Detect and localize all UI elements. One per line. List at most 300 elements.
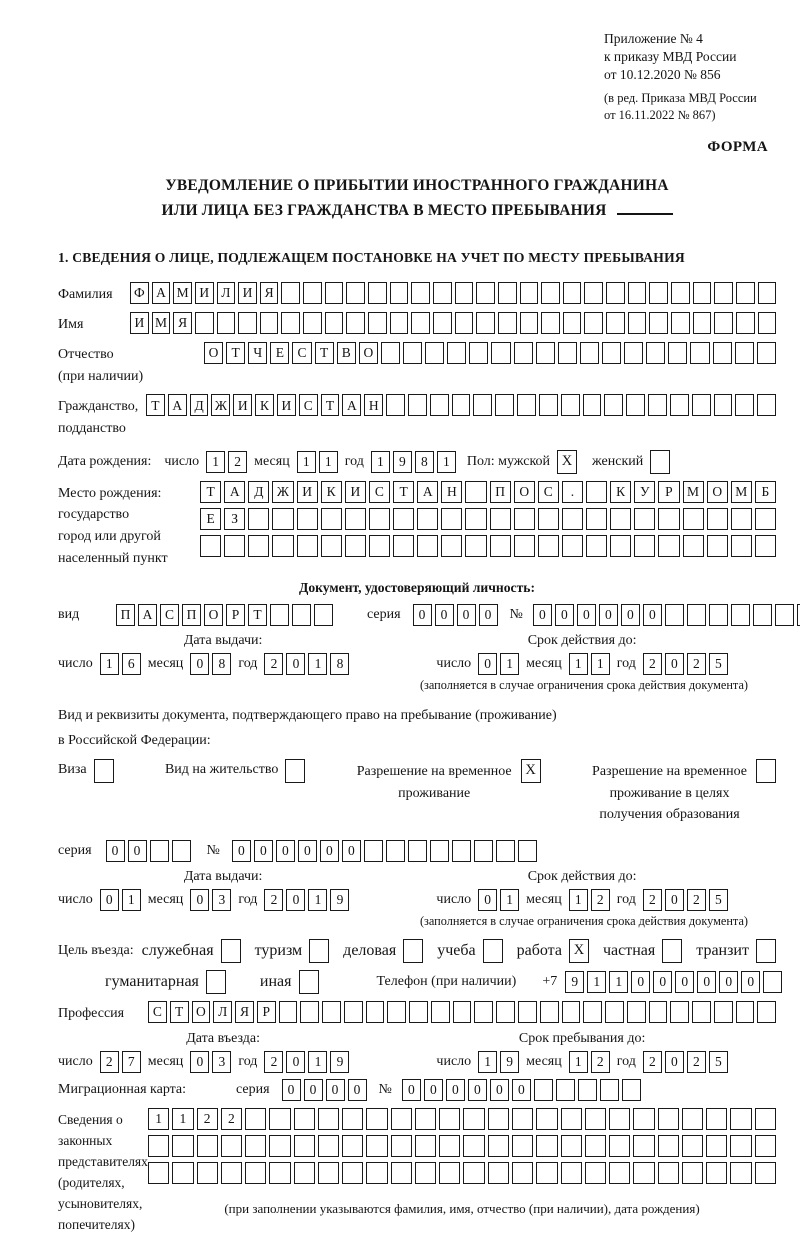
birth-place-input-line2[interactable] (200, 508, 776, 530)
stay-until-year-input[interactable] (643, 1051, 728, 1073)
char-cell[interactable] (514, 508, 535, 530)
char-cell[interactable] (622, 1079, 641, 1101)
char-cell[interactable] (366, 1135, 387, 1157)
char-cell[interactable] (496, 1001, 515, 1023)
char-cell[interactable]: Я (173, 312, 192, 334)
char-cell[interactable]: 0 (282, 1079, 301, 1101)
char-cell[interactable] (624, 342, 643, 364)
char-cell[interactable]: 0 (665, 1051, 684, 1073)
char-cell[interactable] (294, 1108, 315, 1130)
char-cell[interactable]: 0 (286, 653, 305, 675)
doc-issue-day-input[interactable] (100, 653, 141, 675)
temp-residence-checkbox[interactable]: X (521, 759, 541, 783)
char-cell[interactable] (279, 1001, 298, 1023)
char-cell[interactable]: Т (170, 1001, 189, 1023)
char-cell[interactable]: 0 (719, 971, 738, 993)
char-cell[interactable]: 2 (221, 1108, 242, 1130)
char-cell[interactable] (561, 1162, 582, 1184)
char-cell[interactable]: У (634, 481, 655, 503)
stay-until-month-input[interactable] (569, 1051, 610, 1073)
char-cell[interactable]: Р (257, 1001, 276, 1023)
representatives-input-line3[interactable] (148, 1162, 776, 1184)
char-cell[interactable] (441, 508, 462, 530)
char-cell[interactable] (730, 1108, 751, 1130)
char-cell[interactable]: 0 (304, 1079, 323, 1101)
char-cell[interactable] (707, 508, 728, 530)
char-cell[interactable]: И (195, 282, 214, 304)
char-cell[interactable] (269, 1162, 290, 1184)
char-cell[interactable] (600, 1079, 619, 1101)
char-cell[interactable]: 1 (569, 889, 588, 911)
char-cell[interactable]: О (204, 342, 223, 364)
char-cell[interactable]: 2 (228, 451, 247, 473)
char-cell[interactable]: П (182, 604, 201, 626)
char-cell[interactable]: М (683, 481, 704, 503)
char-cell[interactable] (736, 282, 755, 304)
char-cell[interactable] (369, 535, 390, 557)
char-cell[interactable] (245, 1108, 266, 1130)
char-cell[interactable] (318, 1135, 339, 1157)
char-cell[interactable] (366, 1001, 385, 1023)
char-cell[interactable] (514, 342, 533, 364)
char-cell[interactable]: Р (226, 604, 245, 626)
char-cell[interactable]: 0 (326, 1079, 345, 1101)
char-cell[interactable]: 0 (348, 1079, 367, 1101)
char-cell[interactable] (342, 1108, 363, 1130)
char-cell[interactable]: Т (248, 604, 267, 626)
option-checkbox[interactable] (299, 970, 319, 994)
char-cell[interactable] (561, 1108, 582, 1130)
char-cell[interactable] (364, 840, 383, 862)
representatives-input-line2[interactable] (148, 1135, 776, 1157)
char-cell[interactable]: М (731, 481, 752, 503)
char-cell[interactable] (390, 312, 409, 334)
char-cell[interactable] (520, 282, 539, 304)
profession-input[interactable] (148, 1001, 776, 1023)
char-cell[interactable]: Л (213, 1001, 232, 1023)
char-cell[interactable] (628, 282, 647, 304)
char-cell[interactable] (409, 1001, 428, 1023)
given-name-input[interactable] (130, 312, 776, 334)
gender-female-checkbox[interactable] (650, 450, 670, 474)
char-cell[interactable] (245, 1135, 266, 1157)
option-checkbox[interactable] (309, 939, 329, 963)
char-cell[interactable] (585, 1162, 606, 1184)
char-cell[interactable] (758, 282, 777, 304)
char-cell[interactable]: С (292, 342, 311, 364)
char-cell[interactable]: 1 (100, 653, 119, 675)
char-cell[interactable] (197, 1135, 218, 1157)
char-cell[interactable] (300, 1001, 319, 1023)
char-cell[interactable]: П (116, 604, 135, 626)
char-cell[interactable] (604, 394, 623, 416)
char-cell[interactable]: . (562, 481, 583, 503)
char-cell[interactable] (562, 535, 583, 557)
char-cell[interactable] (736, 1001, 755, 1023)
migration-number-input[interactable] (402, 1079, 641, 1101)
char-cell[interactable] (536, 342, 555, 364)
char-cell[interactable]: 0 (555, 604, 574, 626)
char-cell[interactable]: Е (270, 342, 289, 364)
char-cell[interactable] (585, 1135, 606, 1157)
temp-residence-edu-checkbox[interactable] (756, 759, 776, 783)
birth-day-input[interactable] (206, 451, 247, 473)
char-cell[interactable]: 0 (276, 840, 295, 862)
char-cell[interactable] (606, 312, 625, 334)
char-cell[interactable] (172, 840, 191, 862)
char-cell[interactable]: 0 (298, 840, 317, 862)
char-cell[interactable]: 0 (653, 971, 672, 993)
char-cell[interactable] (368, 312, 387, 334)
char-cell[interactable] (381, 342, 400, 364)
char-cell[interactable] (583, 1001, 602, 1023)
char-cell[interactable]: 9 (330, 1051, 349, 1073)
char-cell[interactable]: 1 (122, 889, 141, 911)
char-cell[interactable]: П (490, 481, 511, 503)
char-cell[interactable]: С (369, 481, 390, 503)
char-cell[interactable]: 0 (100, 889, 119, 911)
char-cell[interactable] (658, 1135, 679, 1157)
char-cell[interactable]: 0 (342, 840, 361, 862)
char-cell[interactable]: 0 (599, 604, 618, 626)
char-cell[interactable]: 2 (264, 889, 283, 911)
char-cell[interactable] (387, 1001, 406, 1023)
char-cell[interactable]: 2 (643, 653, 662, 675)
char-cell[interactable] (476, 282, 495, 304)
char-cell[interactable] (366, 1162, 387, 1184)
char-cell[interactable] (709, 604, 728, 626)
char-cell[interactable] (260, 312, 279, 334)
char-cell[interactable] (658, 1108, 679, 1130)
char-cell[interactable]: 9 (500, 1051, 519, 1073)
doc-type-input[interactable] (116, 604, 333, 626)
char-cell[interactable] (269, 1135, 290, 1157)
char-cell[interactable]: Ф (130, 282, 149, 304)
char-cell[interactable] (536, 1135, 557, 1157)
char-cell[interactable]: 2 (687, 1051, 706, 1073)
char-cell[interactable] (755, 1135, 776, 1157)
char-cell[interactable] (272, 508, 293, 530)
char-cell[interactable] (439, 1108, 460, 1130)
char-cell[interactable]: Я (260, 282, 279, 304)
char-cell[interactable] (586, 481, 607, 503)
char-cell[interactable] (297, 508, 318, 530)
char-cell[interactable]: Р (658, 481, 679, 503)
char-cell[interactable]: 0 (435, 604, 454, 626)
char-cell[interactable] (342, 1135, 363, 1157)
char-cell[interactable] (609, 1135, 630, 1157)
residence-permit-checkbox[interactable] (285, 759, 305, 783)
char-cell[interactable] (455, 312, 474, 334)
surname-input[interactable] (130, 282, 776, 304)
char-cell[interactable] (415, 1135, 436, 1157)
char-cell[interactable] (463, 1162, 484, 1184)
char-cell[interactable]: 1 (297, 451, 316, 473)
char-cell[interactable]: 0 (478, 889, 497, 911)
char-cell[interactable] (408, 394, 427, 416)
stay-expiry-year-input[interactable] (643, 889, 728, 911)
char-cell[interactable] (325, 312, 344, 334)
char-cell[interactable]: 0 (621, 604, 640, 626)
option-checkbox[interactable] (206, 970, 226, 994)
char-cell[interactable] (658, 508, 679, 530)
patronymic-input[interactable] (204, 342, 776, 364)
char-cell[interactable]: 9 (565, 971, 584, 993)
option-checkbox[interactable]: X (569, 939, 589, 963)
char-cell[interactable]: 0 (665, 889, 684, 911)
char-cell[interactable] (671, 312, 690, 334)
char-cell[interactable]: 0 (254, 840, 273, 862)
char-cell[interactable] (366, 1108, 387, 1130)
char-cell[interactable] (665, 604, 684, 626)
char-cell[interactable]: К (321, 481, 342, 503)
char-cell[interactable] (294, 1135, 315, 1157)
char-cell[interactable]: 2 (591, 1051, 610, 1073)
char-cell[interactable] (245, 1162, 266, 1184)
char-cell[interactable]: 1 (371, 451, 390, 473)
char-cell[interactable]: 1 (148, 1108, 169, 1130)
char-cell[interactable] (540, 1001, 559, 1023)
char-cell[interactable]: 1 (308, 1051, 327, 1073)
char-cell[interactable] (403, 342, 422, 364)
char-cell[interactable]: 0 (190, 889, 209, 911)
char-cell[interactable]: 1 (172, 1108, 193, 1130)
char-cell[interactable]: 0 (675, 971, 694, 993)
char-cell[interactable] (670, 1001, 689, 1023)
char-cell[interactable] (322, 1001, 341, 1023)
char-cell[interactable] (346, 312, 365, 334)
char-cell[interactable] (172, 1135, 193, 1157)
char-cell[interactable] (200, 535, 221, 557)
char-cell[interactable] (714, 1001, 733, 1023)
char-cell[interactable]: А (152, 282, 171, 304)
char-cell[interactable]: С (160, 604, 179, 626)
char-cell[interactable] (536, 1162, 557, 1184)
char-cell[interactable]: Т (393, 481, 414, 503)
char-cell[interactable]: 3 (212, 1051, 231, 1073)
char-cell[interactable]: 2 (591, 889, 610, 911)
char-cell[interactable] (755, 508, 776, 530)
char-cell[interactable] (586, 535, 607, 557)
char-cell[interactable]: 9 (330, 889, 349, 911)
char-cell[interactable] (668, 342, 687, 364)
char-cell[interactable]: О (359, 342, 378, 364)
char-cell[interactable] (172, 1162, 193, 1184)
char-cell[interactable] (580, 342, 599, 364)
char-cell[interactable] (452, 840, 471, 862)
char-cell[interactable]: 0 (512, 1079, 531, 1101)
char-cell[interactable] (498, 312, 517, 334)
char-cell[interactable]: 2 (100, 1051, 119, 1073)
char-cell[interactable]: О (707, 481, 728, 503)
char-cell[interactable] (561, 1135, 582, 1157)
char-cell[interactable] (584, 312, 603, 334)
char-cell[interactable]: Т (321, 394, 340, 416)
char-cell[interactable] (495, 394, 514, 416)
char-cell[interactable] (303, 312, 322, 334)
char-cell[interactable]: 0 (402, 1079, 421, 1101)
char-cell[interactable] (369, 508, 390, 530)
char-cell[interactable] (714, 282, 733, 304)
doc-expiry-month-input[interactable] (569, 653, 610, 675)
citizenship-input[interactable] (146, 394, 776, 416)
migration-series-input[interactable] (282, 1079, 367, 1101)
char-cell[interactable] (217, 312, 236, 334)
char-cell[interactable]: Д (190, 394, 209, 416)
char-cell[interactable] (269, 1108, 290, 1130)
stay-number-input[interactable] (232, 840, 537, 862)
char-cell[interactable] (433, 312, 452, 334)
char-cell[interactable] (221, 1135, 242, 1157)
char-cell[interactable] (730, 1135, 751, 1157)
stay-expiry-month-input[interactable] (569, 889, 610, 911)
char-cell[interactable]: 1 (308, 889, 327, 911)
char-cell[interactable] (488, 1108, 509, 1130)
char-cell[interactable] (634, 508, 655, 530)
char-cell[interactable] (757, 342, 776, 364)
char-cell[interactable] (518, 1001, 537, 1023)
birth-month-input[interactable] (297, 451, 338, 473)
char-cell[interactable] (431, 1001, 450, 1023)
char-cell[interactable] (453, 1001, 472, 1023)
option-checkbox[interactable] (662, 939, 682, 963)
char-cell[interactable] (345, 535, 366, 557)
char-cell[interactable]: Н (441, 481, 462, 503)
char-cell[interactable]: 1 (587, 971, 606, 993)
char-cell[interactable] (763, 971, 782, 993)
char-cell[interactable] (297, 535, 318, 557)
doc-expiry-day-input[interactable] (478, 653, 519, 675)
char-cell[interactable]: 6 (122, 653, 141, 675)
char-cell[interactable] (561, 394, 580, 416)
char-cell[interactable] (585, 1108, 606, 1130)
char-cell[interactable] (238, 312, 257, 334)
char-cell[interactable]: 0 (479, 604, 498, 626)
char-cell[interactable] (325, 282, 344, 304)
char-cell[interactable] (518, 840, 537, 862)
char-cell[interactable] (707, 535, 728, 557)
char-cell[interactable] (474, 1001, 493, 1023)
char-cell[interactable]: 1 (569, 653, 588, 675)
char-cell[interactable] (393, 508, 414, 530)
char-cell[interactable] (490, 535, 511, 557)
char-cell[interactable] (627, 1001, 646, 1023)
char-cell[interactable] (646, 342, 665, 364)
char-cell[interactable]: 0 (643, 604, 662, 626)
char-cell[interactable]: 0 (533, 604, 552, 626)
char-cell[interactable]: 5 (709, 889, 728, 911)
char-cell[interactable] (488, 1135, 509, 1157)
char-cell[interactable] (221, 1162, 242, 1184)
char-cell[interactable] (488, 1162, 509, 1184)
char-cell[interactable]: 0 (478, 653, 497, 675)
char-cell[interactable]: 1 (569, 1051, 588, 1073)
char-cell[interactable] (321, 508, 342, 530)
char-cell[interactable]: 0 (631, 971, 650, 993)
char-cell[interactable] (714, 394, 733, 416)
char-cell[interactable] (610, 508, 631, 530)
char-cell[interactable] (150, 840, 169, 862)
char-cell[interactable]: К (255, 394, 274, 416)
char-cell[interactable] (411, 312, 430, 334)
char-cell[interactable]: Я (235, 1001, 254, 1023)
char-cell[interactable] (634, 535, 655, 557)
char-cell[interactable] (556, 1079, 575, 1101)
char-cell[interactable]: 2 (264, 653, 283, 675)
doc-number-input[interactable] (533, 604, 800, 626)
char-cell[interactable] (649, 282, 668, 304)
char-cell[interactable] (386, 394, 405, 416)
char-cell[interactable]: И (130, 312, 149, 334)
char-cell[interactable]: 1 (500, 653, 519, 675)
char-cell[interactable] (391, 1162, 412, 1184)
char-cell[interactable]: О (192, 1001, 211, 1023)
char-cell[interactable] (730, 1162, 751, 1184)
char-cell[interactable] (649, 1001, 668, 1023)
char-cell[interactable]: С (148, 1001, 167, 1023)
char-cell[interactable] (318, 1108, 339, 1130)
char-cell[interactable] (693, 312, 712, 334)
char-cell[interactable]: 1 (437, 451, 456, 473)
char-cell[interactable] (197, 1162, 218, 1184)
char-cell[interactable] (731, 508, 752, 530)
char-cell[interactable] (520, 312, 539, 334)
char-cell[interactable] (248, 508, 269, 530)
char-cell[interactable] (758, 312, 777, 334)
char-cell[interactable] (706, 1162, 727, 1184)
char-cell[interactable] (605, 1001, 624, 1023)
char-cell[interactable] (417, 535, 438, 557)
char-cell[interactable] (649, 312, 668, 334)
char-cell[interactable] (390, 282, 409, 304)
char-cell[interactable] (731, 535, 752, 557)
char-cell[interactable]: 2 (264, 1051, 283, 1073)
char-cell[interactable] (658, 535, 679, 557)
char-cell[interactable] (692, 394, 711, 416)
char-cell[interactable] (713, 342, 732, 364)
char-cell[interactable] (346, 282, 365, 304)
char-cell[interactable]: К (610, 481, 631, 503)
char-cell[interactable] (469, 342, 488, 364)
char-cell[interactable]: Ж (272, 481, 293, 503)
char-cell[interactable]: 0 (106, 840, 125, 862)
char-cell[interactable] (693, 282, 712, 304)
char-cell[interactable] (490, 508, 511, 530)
char-cell[interactable] (270, 604, 289, 626)
char-cell[interactable] (281, 282, 300, 304)
char-cell[interactable] (465, 481, 486, 503)
char-cell[interactable] (714, 312, 733, 334)
char-cell[interactable]: 7 (122, 1051, 141, 1073)
char-cell[interactable] (303, 282, 322, 304)
char-cell[interactable] (606, 282, 625, 304)
char-cell[interactable] (195, 312, 214, 334)
char-cell[interactable]: О (204, 604, 223, 626)
char-cell[interactable] (474, 840, 493, 862)
char-cell[interactable] (465, 535, 486, 557)
char-cell[interactable] (447, 342, 466, 364)
char-cell[interactable]: 5 (709, 1051, 728, 1073)
char-cell[interactable] (757, 1001, 776, 1023)
char-cell[interactable] (491, 342, 510, 364)
char-cell[interactable]: 0 (741, 971, 760, 993)
char-cell[interactable] (658, 1162, 679, 1184)
char-cell[interactable] (417, 508, 438, 530)
char-cell[interactable] (578, 1079, 597, 1101)
char-cell[interactable] (610, 535, 631, 557)
char-cell[interactable] (584, 282, 603, 304)
char-cell[interactable]: 3 (212, 889, 231, 911)
